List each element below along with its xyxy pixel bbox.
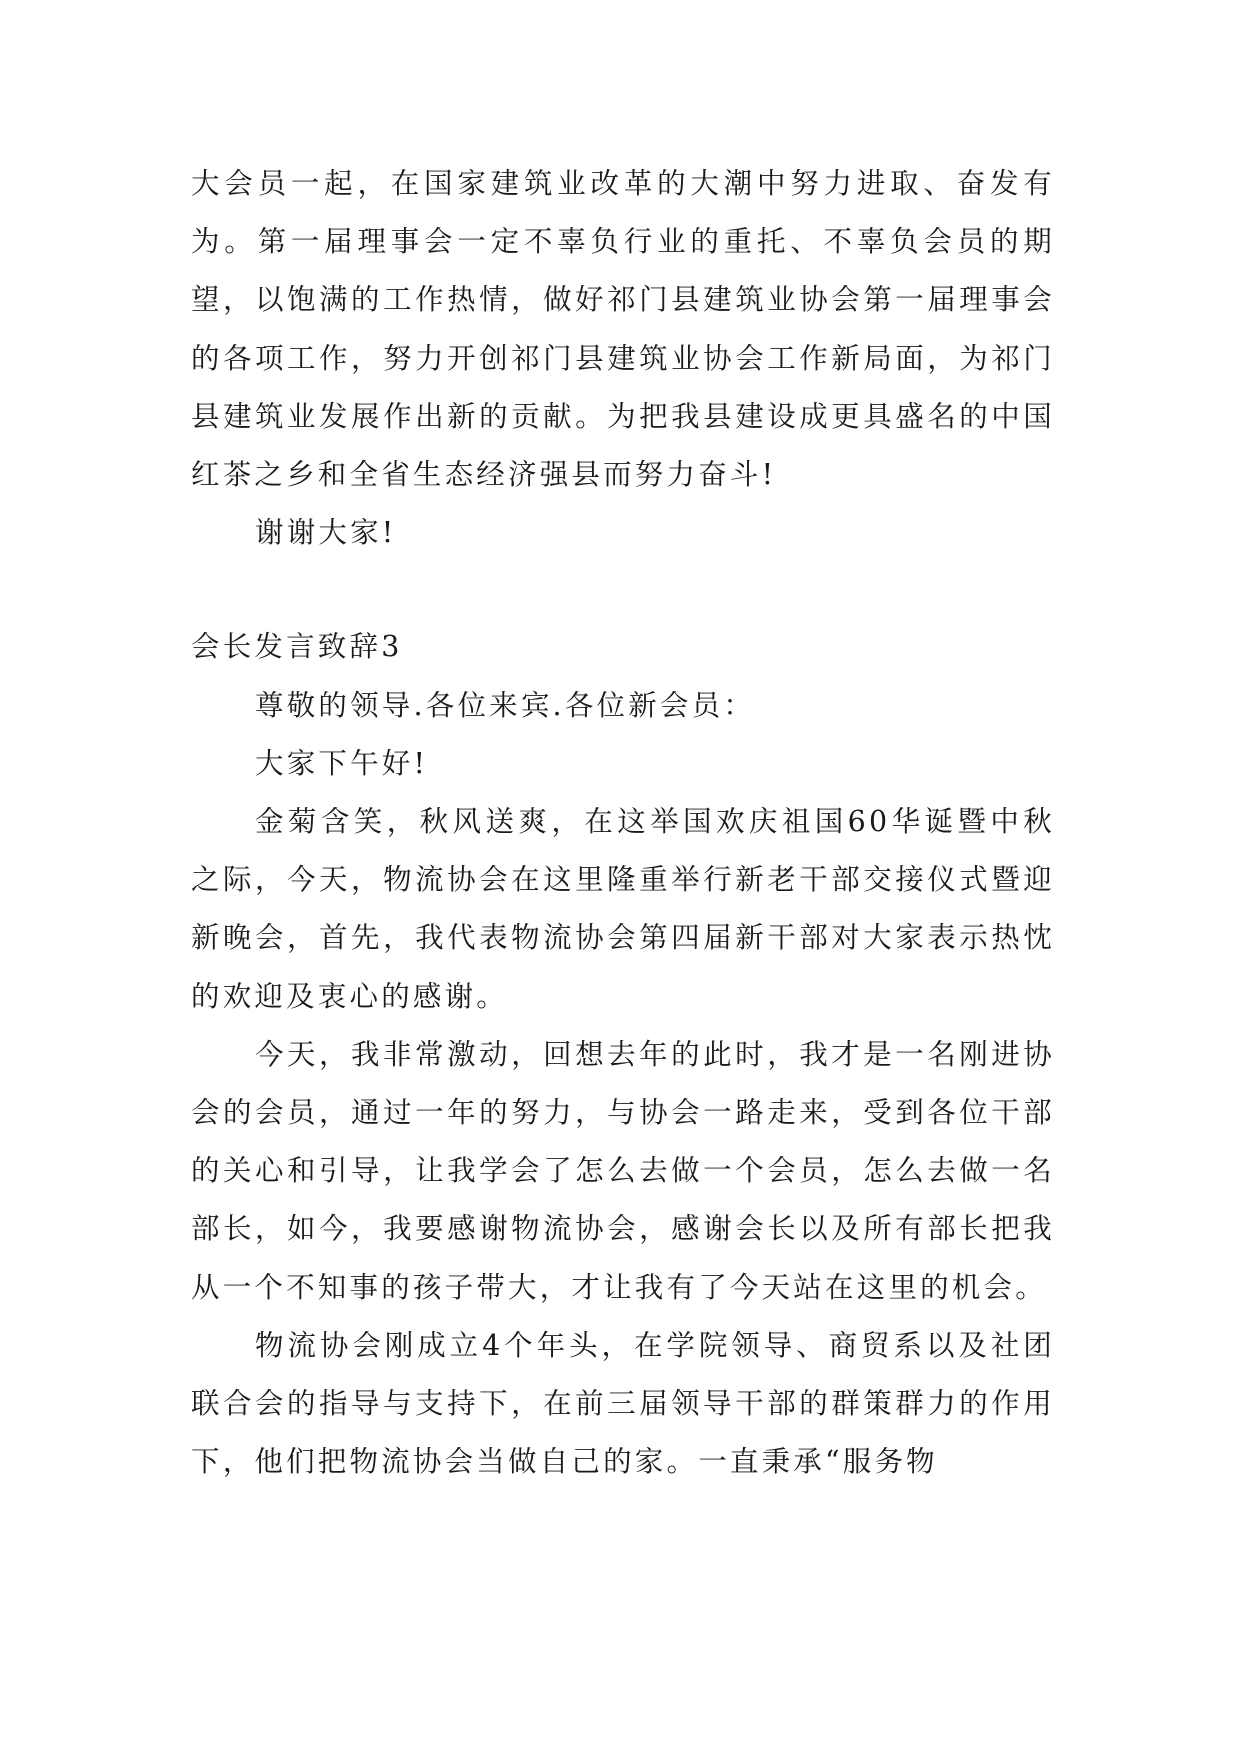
paragraph-greeting: 大家下午好! bbox=[255, 746, 429, 780]
document-page bbox=[191, 155, 1055, 1491]
paragraph-opening: 金菊含笑，秋风送爽，在这举国欢庆祖国60华诞暨中秋之际，今天，物流协会在这里隆重举行新老干部交接仪式暨迎新晚会，首先，我代表物流协会第四届新干部对大家表示热忱的欢迎及衷心的感谢。 bbox=[191, 805, 1055, 1013]
paragraph-salutation: 尊敬的领导.各位来宾.各位新会员： bbox=[255, 688, 756, 722]
paragraph-history: 物流协会刚成立4个年头，在学院领导、商贸系以及社团联合会的指导与支持下，在前三届领导干部的群策群力的作用下，他们把物流协会当做自己的家。一直秉承“服务物 bbox=[191, 1328, 1055, 1479]
paragraph-reflection: 今天，我非常激动，回想去年的此时，我才是一名刚进协会的会员，通过一年的努力，与协会一路走来，受到各位干部的关心和引导，让我学会了怎么去做一个会员，怎么去做一名部长，如今，我要感谢物流协会，感谢会长以及所有部长把我从一个不知事的孩子带大，才让我有了今天站在这里的机会。 bbox=[191, 1037, 1055, 1304]
paragraph-thanks: 谢谢大家! bbox=[255, 516, 397, 550]
paragraph-closing-text: 大会员一起，在国家建筑业改革的大潮中努力进取、奋发有为。第一届理事会一定不辜负行业的重托、不辜负会员的期望，以饱满的工作热情，做好祁门县建筑业协会第一届理事会的各项工作，努力开创祁门县建筑业协会工作新局面，为祁门县建筑业发展作出新的贡献。为把我县建设成更具盛名的中国红茶之乡和全省生态经济强县而努力奋斗! bbox=[191, 167, 1055, 492]
section-title: 会长发言致辞3 bbox=[191, 630, 403, 664]
